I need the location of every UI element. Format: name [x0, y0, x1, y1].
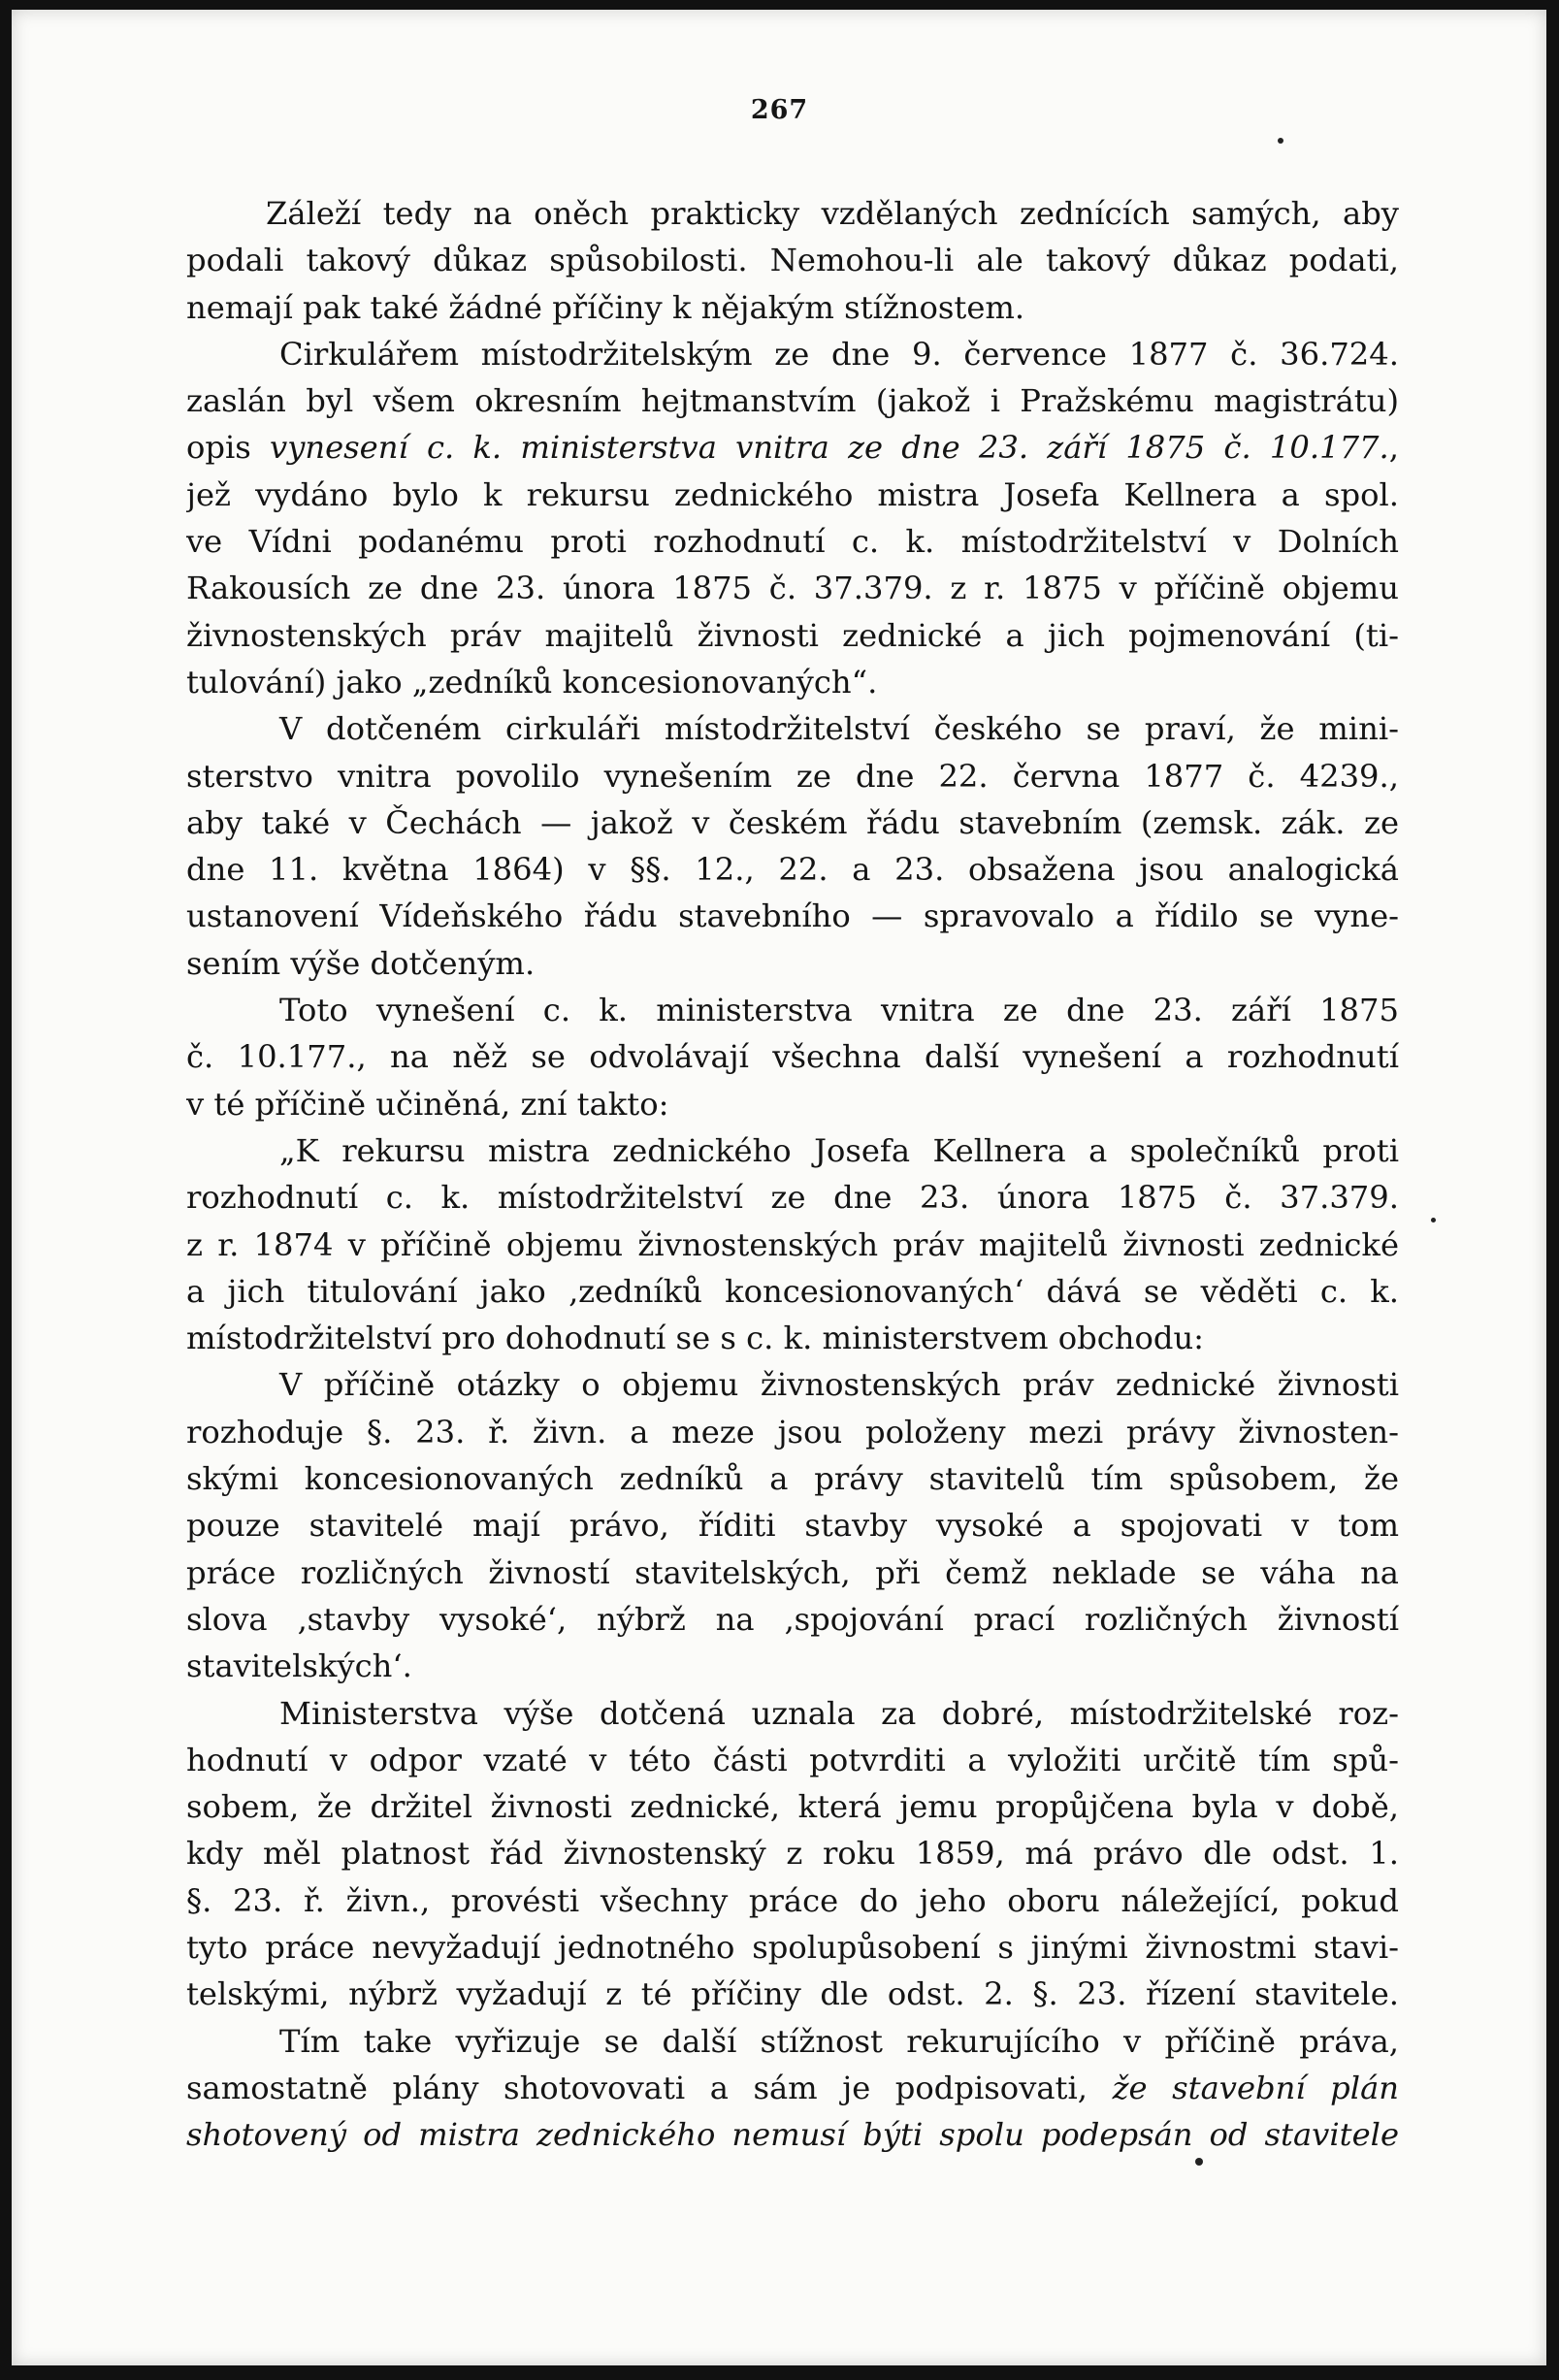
text-line: dne 11. května 1864) v §§. 12., 22. a 23. obsažena jsou analogická — [186, 851, 1399, 889]
text-line: slova ‚stavby vysoké‘, nýbrž na ‚spojování prací rozličných živností — [186, 1600, 1399, 1638]
text-line: pouze stavitelé mají právo, říditi stavby vysoké a spojovati v tom — [186, 1507, 1399, 1545]
text-line: sterstvo vnitra povolilo vynešením ze dne 22. června 1877 č. 4239., — [186, 757, 1399, 795]
text-line: Toto vynešení c. k. ministerstva vnitra ze dne 23. září 1875 — [279, 992, 1399, 1029]
text-line: „K rekursu mistra zednického Josefa Kellnera a společníků proti — [279, 1131, 1399, 1169]
text-line: tulování) jako „zedníků koncesionovaných“. — [186, 663, 878, 701]
text-line: Ministerstva výše dotčená uznala za dobré, místodržitelské roz- — [279, 1694, 1399, 1732]
italic-text: shotovený od mistra zednického nemusí býti spolu podepsán od stavitele — [186, 2116, 1399, 2154]
text-line: Rakousích ze dne 23. února 1875 č. 37.379. z r. 1875 v příčině objemu — [186, 570, 1399, 607]
text-line: V dotčeném cirkuláři místodržitelství českého se praví, že mini- — [279, 710, 1399, 748]
text-line: Cirkulářem místodržitelským ze dne 9. července 1877 č. 36.724. — [279, 335, 1399, 373]
text-line: místodržitelství pro dohodnutí se s c. k. ministerstvem obchodu: — [186, 1320, 1205, 1357]
text-line — [186, 424, 1399, 471]
text-line: podali takový důkaz spůsobilosti. Nemohou-li ale takový důkaz podati, — [186, 242, 1399, 279]
text-line: z r. 1874 v příčině objemu živnostenských práv majitelů živnosti zednické — [186, 1225, 1399, 1263]
text-line: aby také v Čechách — jakož v českém řádu stavebním (zemsk. zák. ze — [186, 803, 1399, 841]
italic-text: vynesení c. k. ministerstva vnitra ze dne 23. září 1875 č. 10.177. — [270, 429, 1389, 467]
line-text: opis — [186, 429, 271, 467]
text-line: sením výše dotčeným. — [186, 944, 536, 982]
text-line: Tím take vyřizuje se další stížnost rekurujícího v příčině práva, — [279, 2022, 1399, 2060]
ink-speck — [1431, 1218, 1436, 1223]
text-line: kdy měl platnost řád živnostenský z roku 1859, má právo dle odst. 1. — [186, 1835, 1399, 1873]
body-text — [186, 190, 1399, 2158]
text-line: živnostenských práv majitelů živnosti zednické a jich pojmenování (ti- — [186, 616, 1399, 654]
text-line: stavitelských‘. — [186, 1647, 412, 1685]
ink-speck — [1278, 138, 1283, 144]
page-number: 267 — [750, 95, 809, 125]
text-line — [186, 2065, 1399, 2111]
text-line: ustanovení Vídeňského řádu stavebního — spravovalo a řídilo se vyne- — [186, 897, 1399, 935]
text-line: práce rozličných živností stavitelských, při čemž neklade se váha na — [186, 1553, 1399, 1591]
text-line: nemají pak také žádné příčiny k nějakým stížnostem. — [186, 288, 1025, 326]
text-line: telskými, nýbrž vyžadují z té příčiny dle odst. 2. §. 23. řízení stavitele. — [186, 1975, 1399, 2013]
text-line: ve Vídni podanému proti rozhodnutí c. k. místodržitelství v Dolních — [186, 523, 1399, 561]
text-line: Záleží tedy na oněch prakticky vzdělaných zednících samých, aby — [266, 195, 1399, 232]
text-line: skými koncesionovaných zedníků a právy stavitelů tím spůsobem, že — [186, 1460, 1399, 1498]
text-line: jež vydáno bylo k rekursu zednického mistra Josefa Kellnera a spol. — [186, 475, 1399, 513]
text-line: č. 10.177., na něž se odvolávají všechna další vynešení a rozhodnutí — [186, 1038, 1399, 1076]
ink-speck — [1195, 2158, 1203, 2166]
text-line: a jich titulování jako ‚zedníků koncesionovaných‘ dává se věděti c. k. — [186, 1272, 1399, 1310]
text-line: V příčině otázky o objemu živnostenských práv zednické živnosti — [279, 1366, 1399, 1404]
text-line: tyto práce nevyžadují jednotného spolupůsobení s jinými živnostmi stavi- — [186, 1928, 1399, 1966]
text-line: sobem, že držitel živnosti zednické, která jemu propůjčena byla v době, — [186, 1788, 1399, 1826]
text-line: §. 23. ř. živn., provésti všechny práce do jeho oboru náležející, pokud — [186, 1881, 1399, 1919]
text-line — [186, 2111, 1399, 2158]
text-line: rozhoduje §. 23. ř. živn. a meze jsou položeny mezi právy živnosten- — [186, 1413, 1399, 1451]
text-line: rozhodnutí c. k. místodržitelství ze dne 23. února 1875 č. 37.379. — [186, 1179, 1399, 1217]
text-line: hodnutí v odpor vzaté v této části potvrditi a vyložiti určitě tím spů- — [186, 1741, 1399, 1778]
line-text: samostatně plány shotovovati a sám je podpisovati, — [186, 2069, 1113, 2106]
italic-text: že stavební plán — [1112, 2069, 1399, 2106]
text-line: zaslán byl všem okresním hejtmanstvím (jakož i Pražskému magistrátu) — [186, 382, 1399, 420]
text-line: v té příčině učiněná, zní takto: — [186, 1085, 669, 1123]
line-text-after: , — [1388, 429, 1399, 467]
